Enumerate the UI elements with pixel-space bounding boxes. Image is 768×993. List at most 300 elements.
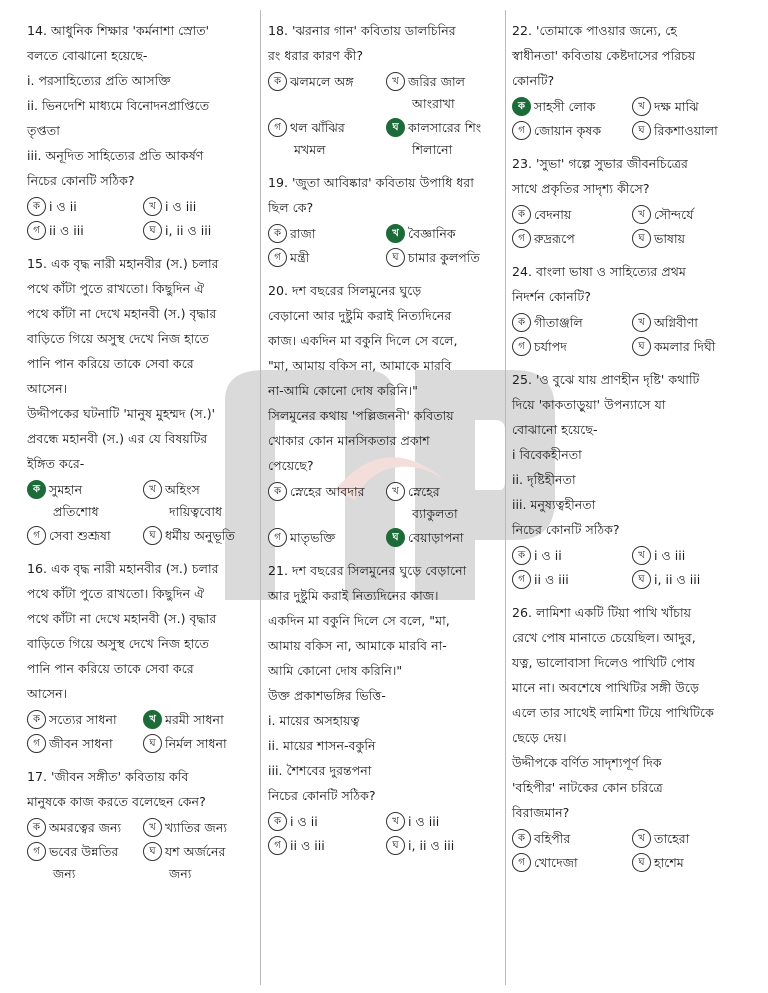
option-text bbox=[654, 120, 718, 142]
option-text bbox=[290, 481, 365, 503]
option-letter-badge: ক bbox=[268, 72, 287, 91]
options-grid bbox=[512, 96, 746, 142]
answer-option[interactable] bbox=[143, 841, 253, 885]
option-text bbox=[408, 247, 480, 269]
option-text bbox=[534, 228, 575, 250]
option-text bbox=[49, 479, 99, 523]
column-1 bbox=[27, 18, 253, 894]
option-text-line: বেয়াড়াপনা bbox=[408, 530, 464, 545]
question bbox=[512, 600, 746, 874]
option-letter-badge: গ bbox=[512, 853, 531, 872]
question-line: ii. দৃষ্টিহীনতা bbox=[512, 472, 576, 487]
option-text bbox=[165, 196, 196, 218]
question bbox=[512, 367, 746, 591]
option-text bbox=[654, 336, 715, 358]
option-text bbox=[534, 336, 567, 358]
question bbox=[512, 18, 746, 142]
option-text bbox=[49, 220, 84, 242]
option-letter-badge: গ bbox=[27, 526, 46, 545]
question bbox=[512, 259, 746, 358]
answer-option[interactable] bbox=[632, 852, 746, 874]
question-line: না-আমি কোনো দোষ করিনি।" bbox=[268, 383, 418, 398]
option-text bbox=[165, 817, 227, 839]
answer-option[interactable] bbox=[268, 71, 380, 115]
question-line: স্বাধীনতা' কবিতায় কেষ্টদাসের পরিচয় bbox=[512, 48, 696, 63]
option-letter-badge: ক bbox=[268, 812, 287, 831]
option-text-line: রিকশাওয়ালা bbox=[654, 123, 718, 138]
question-line: নিচের কোনটি সঠিক? bbox=[27, 173, 135, 188]
option-text-line: ii ও iii bbox=[534, 572, 569, 587]
option-letter-badge: খ bbox=[386, 812, 405, 831]
question-stem bbox=[27, 251, 253, 476]
question-line: আর দুষ্টুমি করাই নিত্যদিনের কাজ। bbox=[268, 588, 439, 603]
answer-option[interactable] bbox=[143, 479, 253, 523]
option-text bbox=[165, 479, 222, 523]
option-letter-badge: ঘ bbox=[386, 248, 405, 267]
answer-option[interactable] bbox=[143, 817, 253, 839]
option-text-line: জন্য bbox=[53, 866, 76, 881]
option-text bbox=[534, 96, 595, 118]
option-text-line: অগ্নিবীণা bbox=[654, 315, 698, 330]
answer-option[interactable] bbox=[632, 336, 746, 358]
question-stem bbox=[512, 151, 746, 201]
option-letter-badge: ঘ bbox=[143, 221, 162, 240]
option-text-line: ধর্মীয় অনুভূতি bbox=[165, 528, 235, 543]
question-line: খোকার কোন মানসিকতার প্রকাশ bbox=[268, 433, 430, 448]
option-text bbox=[49, 196, 77, 218]
option-letter-badge: ক bbox=[512, 313, 531, 332]
option-text-line: খোদেজা bbox=[534, 855, 578, 870]
column-divider bbox=[260, 10, 261, 985]
option-letter-badge: খ bbox=[143, 480, 162, 499]
option-letter-badge: ক bbox=[27, 818, 46, 837]
answer-option[interactable] bbox=[143, 733, 253, 755]
question-line: 17. 'জীবন সঙ্গীত' কবিতায় কবি bbox=[27, 769, 189, 784]
question bbox=[268, 170, 498, 269]
question-line: iii. শৈশবের দুরন্তপনা bbox=[268, 763, 372, 778]
option-letter-badge: খ bbox=[143, 818, 162, 837]
option-text bbox=[654, 228, 685, 250]
question-stem bbox=[512, 600, 746, 825]
answer-option[interactable] bbox=[268, 481, 380, 525]
option-letter-badge: খ bbox=[386, 482, 405, 501]
option-text bbox=[408, 811, 439, 833]
option-text bbox=[408, 71, 465, 115]
option-letter-badge: গ bbox=[512, 570, 531, 589]
answer-option[interactable] bbox=[512, 228, 626, 250]
question-line: i বিবেকহীনতা bbox=[512, 447, 582, 462]
option-text-line: দায়িত্ববোধ bbox=[169, 504, 223, 519]
option-text-line: i ও ii bbox=[49, 199, 77, 214]
answer-option[interactable] bbox=[386, 811, 498, 833]
option-text bbox=[408, 481, 458, 525]
option-letter-badge: ক bbox=[268, 224, 287, 243]
option-text-line: সেবা শুশ্রূষা bbox=[49, 528, 111, 543]
question-line: iii. অনূদিত সাহিত্যের প্রতি আকর্ষণ bbox=[27, 148, 204, 163]
question-line: উক্ত প্রকাশভঙ্গির ভিত্তি- bbox=[268, 688, 386, 703]
option-text-line: অহিংস bbox=[165, 482, 200, 497]
option-text bbox=[534, 828, 570, 850]
option-text-line: i ও iii bbox=[408, 814, 440, 829]
option-letter-badge: খ bbox=[632, 313, 651, 332]
question-line: নিদর্শন কোনটি? bbox=[512, 289, 591, 304]
option-text bbox=[654, 545, 685, 567]
option-letter-badge: গ bbox=[512, 337, 531, 356]
answer-option[interactable] bbox=[27, 196, 137, 218]
question-line: ii. ভিনদেশি মাধ্যমে বিনোদনপ্রাপ্তিতে bbox=[27, 98, 210, 113]
options-grid bbox=[512, 545, 746, 591]
question-line: 22. 'তোমাকে পাওয়ার জন্যে, হে bbox=[512, 23, 677, 38]
option-text-line: স্নেহের bbox=[408, 484, 440, 499]
question-line: ইঙ্গিত করে- bbox=[27, 456, 85, 471]
option-letter-badge: গ bbox=[512, 121, 531, 140]
option-letter-badge: ঘ bbox=[386, 836, 405, 855]
option-letter-badge: ঘ bbox=[632, 121, 651, 140]
option-text bbox=[654, 828, 689, 850]
option-text-line: মন্ত্রী bbox=[290, 250, 310, 265]
option-letter-badge: ক bbox=[27, 710, 46, 729]
option-text bbox=[290, 247, 309, 269]
option-letter-badge: গ bbox=[268, 528, 287, 547]
answer-option[interactable] bbox=[632, 569, 746, 591]
question bbox=[268, 18, 498, 161]
question-line: নিচের কোনটি সঠিক? bbox=[512, 522, 620, 537]
question-line: পথে কাঁটা পুতে রাখতো। কিছুদিন ঐ bbox=[27, 586, 205, 601]
question bbox=[27, 764, 253, 885]
answer-option[interactable] bbox=[386, 481, 498, 525]
option-text bbox=[49, 841, 118, 885]
question-line: পানি পান করিয়ে তাকে সেবা করে bbox=[27, 356, 194, 371]
question-line: 16. এক বৃদ্ধ নারী মহানবীর (স.) চলার bbox=[27, 561, 219, 576]
column-3 bbox=[512, 18, 746, 883]
question-line: সিলমুনের কথায় 'পল্লিজননী' কবিতায় bbox=[268, 408, 454, 423]
question-line: উদ্দীপকে বর্ণিত সাদৃশ্যপূর্ণ দিক bbox=[512, 755, 662, 770]
option-text-line: রুদ্ররূপে bbox=[534, 231, 575, 246]
question-line: 'বহিপীর' নাটকের কোন চরিত্রে bbox=[512, 780, 663, 795]
question-line: 24. বাংলা ভাষা ও সাহিত্যের প্রথম bbox=[512, 264, 686, 279]
answer-option[interactable] bbox=[632, 120, 746, 142]
question-line: মানে না। অবশেষে পাখিটির সঙ্গী উড়ে bbox=[512, 680, 699, 695]
question-line: ii. মায়ের শাসন-বকুনি bbox=[268, 738, 376, 753]
option-text-line: ii ও iii bbox=[49, 223, 84, 238]
option-text-line: জোয়ান কৃষক bbox=[534, 123, 602, 138]
answer-option[interactable] bbox=[268, 835, 380, 857]
option-text bbox=[534, 312, 583, 334]
question-stem bbox=[27, 556, 253, 706]
option-text-line: সৌন্দর্যে bbox=[654, 207, 694, 222]
question-line: বোঝানো হয়েছে- bbox=[512, 422, 598, 437]
option-letter-badge: গ bbox=[268, 118, 287, 137]
answer-option[interactable] bbox=[268, 247, 380, 269]
question-line: আসেন। bbox=[27, 381, 68, 396]
option-letter-badge: খ bbox=[143, 710, 162, 729]
answer-option[interactable] bbox=[512, 852, 626, 874]
option-text bbox=[654, 204, 693, 226]
option-text bbox=[654, 96, 699, 118]
option-letter-badge: ঘ bbox=[386, 118, 405, 137]
option-text-line: বহিপীর bbox=[534, 831, 571, 846]
option-text-line: i ও iii bbox=[165, 199, 197, 214]
answer-option[interactable] bbox=[632, 828, 746, 850]
option-text-line: দক্ষ মাঝি bbox=[654, 99, 699, 114]
question-line: উদ্দীপকের ঘটনাটি 'মানুষ মুহম্মদ (স.)' bbox=[27, 406, 216, 421]
option-text-line: বৈজ্ঞানিক bbox=[408, 226, 456, 241]
option-text-line: জন্য bbox=[169, 866, 192, 881]
question bbox=[268, 278, 498, 549]
question-line: 21. দশ বছরের সিলমুনের ঘুড়ে বেড়ানো bbox=[268, 563, 467, 578]
options-grid bbox=[512, 204, 746, 250]
question-line: 20. দশ বছরের সিলমুনের ঘুড়ে bbox=[268, 283, 422, 298]
option-text bbox=[534, 204, 571, 226]
question-line: iii. মনুষ্যত্বহীনতা bbox=[512, 497, 596, 512]
question-stem bbox=[512, 18, 746, 93]
question-stem bbox=[27, 18, 253, 193]
question-line: কোনটি? bbox=[512, 73, 555, 88]
question-line: i. মায়ের অসহায়ত্ব bbox=[268, 713, 360, 728]
option-text-line: ভাষায় bbox=[654, 231, 686, 246]
option-letter-badge: খ bbox=[632, 97, 651, 116]
answer-option[interactable] bbox=[632, 312, 746, 334]
question-line: তৃপ্ততা bbox=[27, 123, 60, 138]
option-text bbox=[165, 841, 225, 885]
option-letter-badge: ঘ bbox=[632, 853, 651, 872]
option-text bbox=[534, 569, 569, 591]
question-line: বাড়িতে গিয়ে অসুস্থ দেখে নিজ হাতে bbox=[27, 636, 209, 651]
option-text bbox=[408, 117, 481, 161]
option-letter-badge: ঘ bbox=[143, 734, 162, 753]
answer-option[interactable] bbox=[27, 817, 137, 839]
question-line: কাজ। একদিন মা বকুনি দিলে সে বলে, bbox=[268, 333, 458, 348]
option-text bbox=[49, 709, 117, 731]
answer-option[interactable] bbox=[143, 196, 253, 218]
option-letter-badge: গ bbox=[27, 221, 46, 240]
question-line: দিয়ে 'কাকতাড়ুয়া' উপন্যাসে যা bbox=[512, 397, 666, 412]
question-line: পেয়েছে? bbox=[268, 458, 314, 473]
question-line: আমায় বকিস না, আমাকে মারবি না- bbox=[268, 638, 447, 653]
option-text-line: মরমী সাধনা bbox=[165, 712, 224, 727]
option-letter-badge: গ bbox=[27, 842, 46, 861]
option-text-line: চর্যাপদ bbox=[534, 339, 567, 354]
option-letter-badge: খ bbox=[632, 829, 651, 848]
option-text-line: থল ঝাঁঝির bbox=[290, 120, 345, 135]
option-text-line: i, ii ও iii bbox=[654, 572, 701, 587]
options-grid bbox=[27, 479, 253, 547]
answer-option[interactable] bbox=[512, 336, 626, 358]
question-stem bbox=[27, 764, 253, 814]
option-letter-badge: খ bbox=[143, 197, 162, 216]
option-text-line: i ও ii bbox=[290, 814, 318, 829]
answer-option[interactable] bbox=[512, 545, 626, 567]
question-line: আসেন। bbox=[27, 686, 68, 701]
option-text-line: ব্যাকুলতা bbox=[412, 506, 458, 521]
answer-option[interactable] bbox=[512, 569, 626, 591]
answer-option[interactable] bbox=[632, 228, 746, 250]
answer-option[interactable] bbox=[143, 525, 253, 547]
question bbox=[268, 558, 498, 857]
option-letter-badge: খ bbox=[386, 72, 405, 91]
answer-option[interactable] bbox=[512, 120, 626, 142]
option-letter-badge: খ bbox=[386, 224, 405, 243]
option-text-line: বেদনায় bbox=[534, 207, 572, 222]
answer-option[interactable] bbox=[386, 223, 498, 245]
question-line: পথে কাঁটা না দেখে মহানবী (স.) বৃদ্ধার bbox=[27, 611, 217, 626]
option-text bbox=[165, 733, 227, 755]
question-line: পানি পান করিয়ে তাকে সেবা করে bbox=[27, 661, 194, 676]
answer-option[interactable] bbox=[386, 527, 498, 549]
option-letter-badge: ক bbox=[512, 829, 531, 848]
question-line: ছিল কে? bbox=[268, 200, 314, 215]
answer-option[interactable] bbox=[268, 811, 380, 833]
question-line: রং ধরার কারণ কী? bbox=[268, 48, 364, 63]
option-text-line: শিলানো bbox=[412, 142, 453, 157]
option-text-line: সত্যের সাধনা bbox=[49, 712, 117, 727]
options-grid bbox=[27, 709, 253, 755]
option-text-line: অমরত্বের জন্য bbox=[49, 820, 122, 835]
option-text bbox=[654, 312, 698, 334]
option-text-line: সাহসী লোক bbox=[534, 99, 596, 114]
answer-option[interactable] bbox=[27, 709, 137, 731]
option-text bbox=[49, 525, 111, 547]
answer-option[interactable] bbox=[27, 220, 137, 242]
answer-option[interactable] bbox=[143, 709, 253, 731]
answer-option[interactable] bbox=[632, 545, 746, 567]
question-line: বলতে বোঝানো হয়েছে- bbox=[27, 48, 148, 63]
option-letter-badge: গ bbox=[512, 229, 531, 248]
question-line: i. পরসাহিত্যের প্রতি আসক্তি bbox=[27, 73, 171, 88]
question-stem bbox=[512, 259, 746, 309]
answer-option[interactable] bbox=[632, 204, 746, 226]
question-line: "মা, আমায় বকিস না, আমাকে মারবি bbox=[268, 358, 452, 373]
option-letter-badge: গ bbox=[268, 248, 287, 267]
option-text bbox=[290, 835, 325, 857]
option-text-line: আংরাখা bbox=[412, 96, 455, 111]
options-grid bbox=[512, 828, 746, 874]
option-text-line: রাজা bbox=[290, 226, 316, 241]
answer-option[interactable] bbox=[386, 117, 498, 161]
option-letter-badge: ঘ bbox=[632, 337, 651, 356]
question-line: ছেড়ে দেয়। bbox=[512, 730, 567, 745]
option-text-line: কালসারের শিং bbox=[408, 120, 482, 135]
question-stem bbox=[512, 367, 746, 542]
option-text-line: মাতৃভক্তি bbox=[290, 530, 336, 545]
option-letter-badge: গ bbox=[268, 836, 287, 855]
option-letter-badge: গ bbox=[27, 734, 46, 753]
option-letter-badge: ঘ bbox=[632, 570, 651, 589]
question-line: 23. 'সুভা' গল্পে সুভার জীবনচিত্রের bbox=[512, 156, 688, 171]
option-letter-badge: ঘ bbox=[143, 842, 162, 861]
question-stem bbox=[268, 170, 498, 220]
option-letter-badge: ক bbox=[27, 480, 46, 499]
question-stem bbox=[268, 278, 498, 478]
answer-option[interactable] bbox=[386, 71, 498, 115]
option-text bbox=[49, 817, 121, 839]
column-2 bbox=[268, 18, 498, 866]
answer-option[interactable] bbox=[386, 835, 498, 857]
answer-option[interactable] bbox=[268, 223, 380, 245]
answer-option[interactable] bbox=[27, 733, 137, 755]
question-line: যত্ন, ভালোবাসা দিলেও পাখিটি পোষ bbox=[512, 655, 695, 670]
answer-option[interactable] bbox=[512, 204, 626, 226]
answer-option[interactable] bbox=[27, 525, 137, 547]
answer-option[interactable] bbox=[27, 479, 137, 523]
question-stem bbox=[268, 558, 498, 808]
option-text bbox=[408, 223, 456, 245]
question-line: 14. আধুনিক শিক্ষার 'কর্মনাশা স্রোত' bbox=[27, 23, 210, 38]
options-grid bbox=[268, 811, 498, 857]
option-text bbox=[290, 71, 354, 93]
option-text bbox=[534, 545, 562, 567]
question-line: 26. লামিশা একটি টিয়া পাখি খাঁচায় bbox=[512, 605, 692, 620]
option-text-line: নির্মল সাধনা bbox=[165, 736, 227, 751]
option-text-line: i, ii ও iii bbox=[408, 838, 455, 853]
option-text-line: মখমল bbox=[294, 142, 326, 157]
answer-option[interactable] bbox=[143, 220, 253, 242]
question-line: আমি কোনো দোষ করিনি।" bbox=[268, 663, 403, 678]
option-letter-badge: খ bbox=[632, 205, 651, 224]
question-line: বেড়ানো আর দুষ্টুমি করাই নিত্যদিনের bbox=[268, 308, 452, 323]
question bbox=[27, 251, 253, 547]
option-text-line: সুমহান bbox=[49, 482, 83, 497]
question-stem bbox=[268, 18, 498, 68]
answer-option[interactable] bbox=[386, 247, 498, 269]
option-text-line: গীতাঞ্জলি bbox=[534, 315, 583, 330]
question bbox=[27, 556, 253, 755]
question-line: একদিন মা বকুনি দিলে সে বলে, "মা, bbox=[268, 613, 450, 628]
answer-option[interactable] bbox=[632, 96, 746, 118]
option-text bbox=[165, 525, 235, 547]
option-letter-badge: খ bbox=[632, 546, 651, 565]
answer-option[interactable] bbox=[268, 117, 380, 161]
question-line: রেখে পোষ মানাতে চেয়েছিল। আদুর, bbox=[512, 630, 696, 645]
question-line: 19. 'জুতা আবিষ্কার' কবিতায় উপাধি ধরা bbox=[268, 175, 474, 190]
question-line: প্রবন্ধে মহানবী (স.) এর যে বিষয়টির bbox=[27, 431, 208, 446]
option-text-line: প্রতিশোধ bbox=[53, 504, 99, 519]
answer-option[interactable] bbox=[512, 312, 626, 334]
option-text-line: জীবন সাধনা bbox=[49, 736, 113, 751]
column-divider bbox=[505, 10, 506, 985]
question bbox=[512, 151, 746, 250]
option-letter-badge: ঘ bbox=[143, 526, 162, 545]
option-text-line: যশ অর্জনের bbox=[165, 844, 226, 859]
question-line: 25. 'ও বুঝে যায় প্রাণহীন দৃষ্টি' কথাটি bbox=[512, 372, 700, 387]
option-text bbox=[290, 117, 345, 161]
option-text bbox=[408, 527, 464, 549]
options-grid bbox=[27, 817, 253, 885]
option-text-line: খ্যাতির জন্য bbox=[165, 820, 227, 835]
question-line: 18. 'ঝরনার গান' কবিতায় ডালচিনির bbox=[268, 23, 456, 38]
option-text bbox=[290, 527, 335, 549]
options-grid bbox=[268, 71, 498, 161]
option-text bbox=[654, 852, 684, 874]
answer-option[interactable] bbox=[27, 841, 137, 885]
answer-option[interactable] bbox=[512, 96, 626, 118]
answer-option[interactable] bbox=[512, 828, 626, 850]
option-text bbox=[49, 733, 113, 755]
question-line: পথে কাঁটা পুতে রাখতো। কিছুদিন ঐ bbox=[27, 281, 205, 296]
option-letter-badge: ক bbox=[512, 546, 531, 565]
option-text-line: তাহেরা bbox=[654, 831, 690, 846]
option-text-line: হাশেম bbox=[654, 855, 684, 870]
question-line: মানুষকে কাজ করতে বলেছেন কেন? bbox=[27, 794, 206, 809]
question-line: 15. এক বৃদ্ধ নারী মহানবীর (স.) চলার bbox=[27, 256, 219, 271]
option-text bbox=[165, 709, 224, 731]
option-text bbox=[534, 120, 601, 142]
option-text bbox=[408, 835, 454, 857]
option-text-line: i ও ii bbox=[534, 548, 562, 563]
question-line: বাড়িতে গিয়ে অসুস্থ দেখে নিজ হাতে bbox=[27, 331, 209, 346]
answer-option[interactable] bbox=[268, 527, 380, 549]
option-text-line: i ও iii bbox=[654, 548, 686, 563]
